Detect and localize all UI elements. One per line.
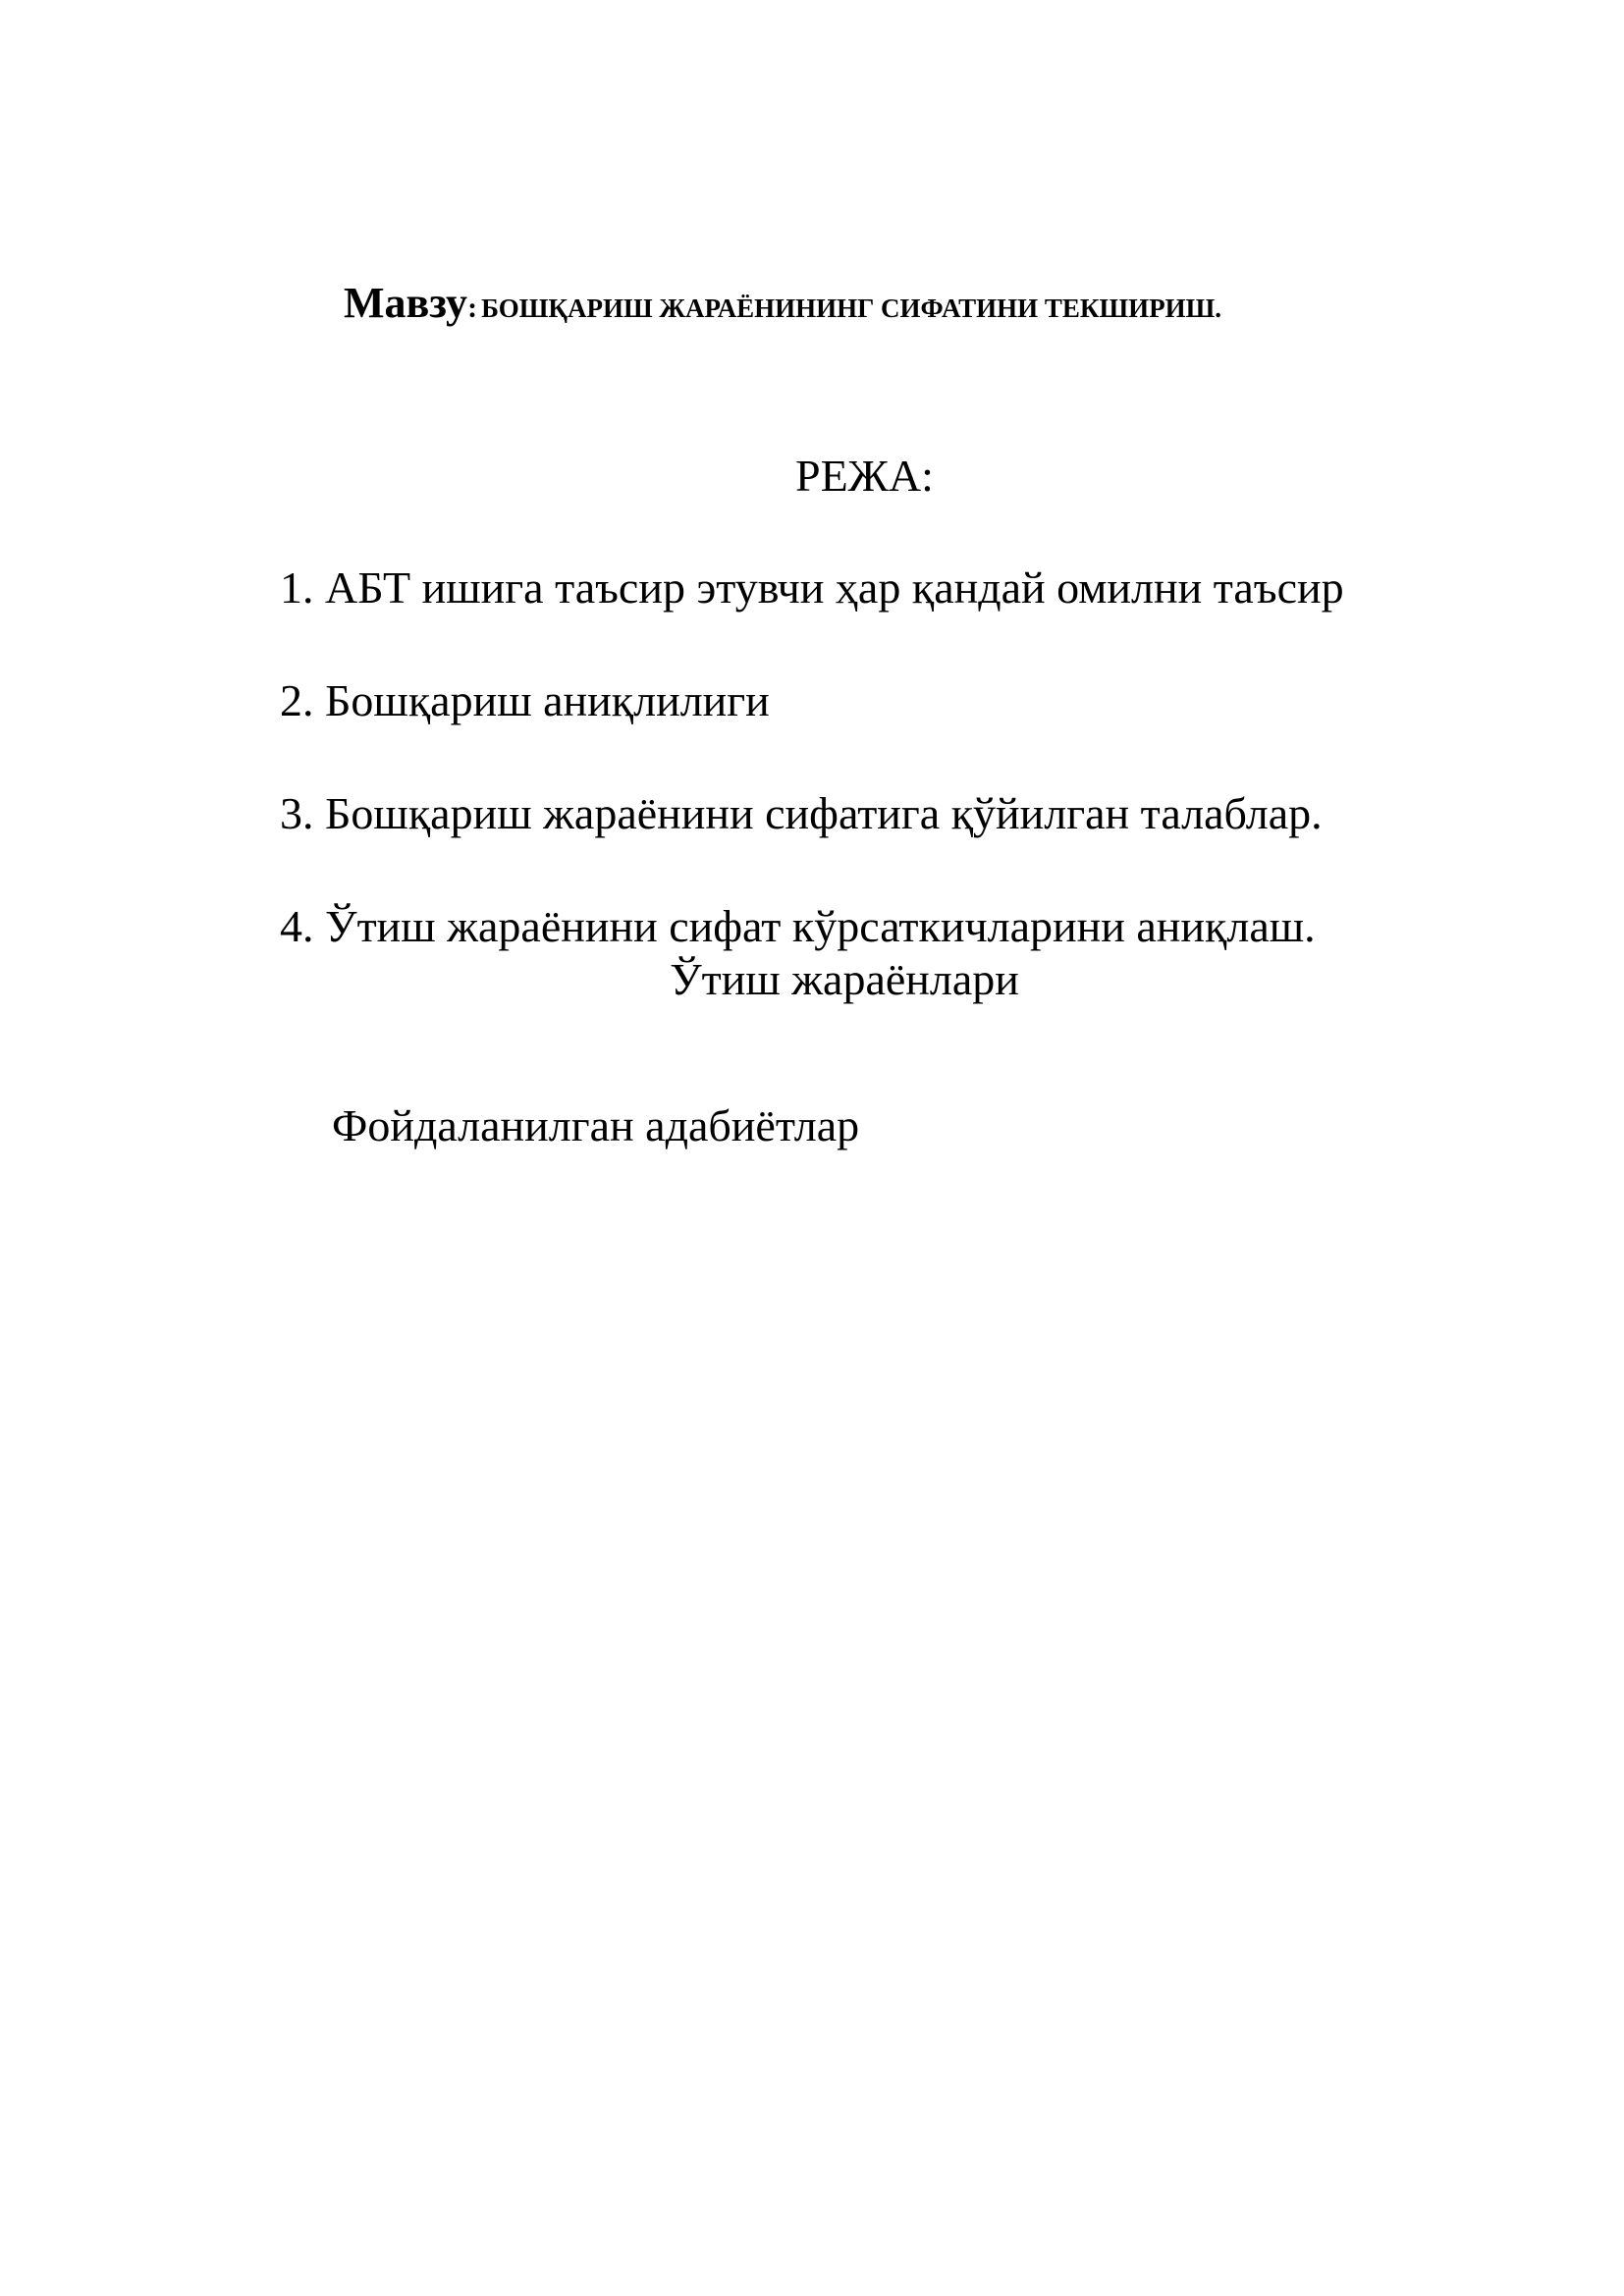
plan-item-number: 2. — [280, 675, 314, 725]
plan-item-text: АБТ ишига таъсир этувчи ҳар қандай омилни таъсир — [325, 562, 1344, 613]
plan-item-text: Ўтиш жараёнини сифат кўрсаткичларини аниқлаш. — [325, 901, 1316, 951]
plan-item-number: 3. — [280, 788, 314, 838]
plan-item-2 — [280, 674, 1409, 787]
references-heading: Фойдаланилган адабиётлар — [332, 1100, 860, 1150]
topic-colon: : — [467, 292, 478, 324]
plan-item-subtext: Ўтиш жараёнлари — [670, 954, 1019, 1004]
plan-item-4 — [280, 900, 1409, 1013]
topic-label: Мавзу — [344, 279, 468, 327]
plan-heading: РЕЖА: — [795, 451, 934, 501]
plan-item-number: 4. — [280, 901, 314, 951]
plan-item-1 — [280, 561, 1409, 674]
plan-list — [280, 561, 1409, 1013]
plan-item-text: Бошқариш жараёнини сифатига қўйилган талаблар. — [325, 788, 1323, 838]
topic-title — [344, 278, 1221, 328]
plan-item-number: 1. — [280, 562, 314, 613]
topic-text: БОШҚАРИШ ЖАРАЁНИНИНГ СИФАТИНИ ТЕКШИРИШ. — [481, 294, 1222, 323]
plan-item-text: Бошқариш аниқлилиги — [325, 675, 770, 725]
plan-item-3 — [280, 787, 1409, 900]
